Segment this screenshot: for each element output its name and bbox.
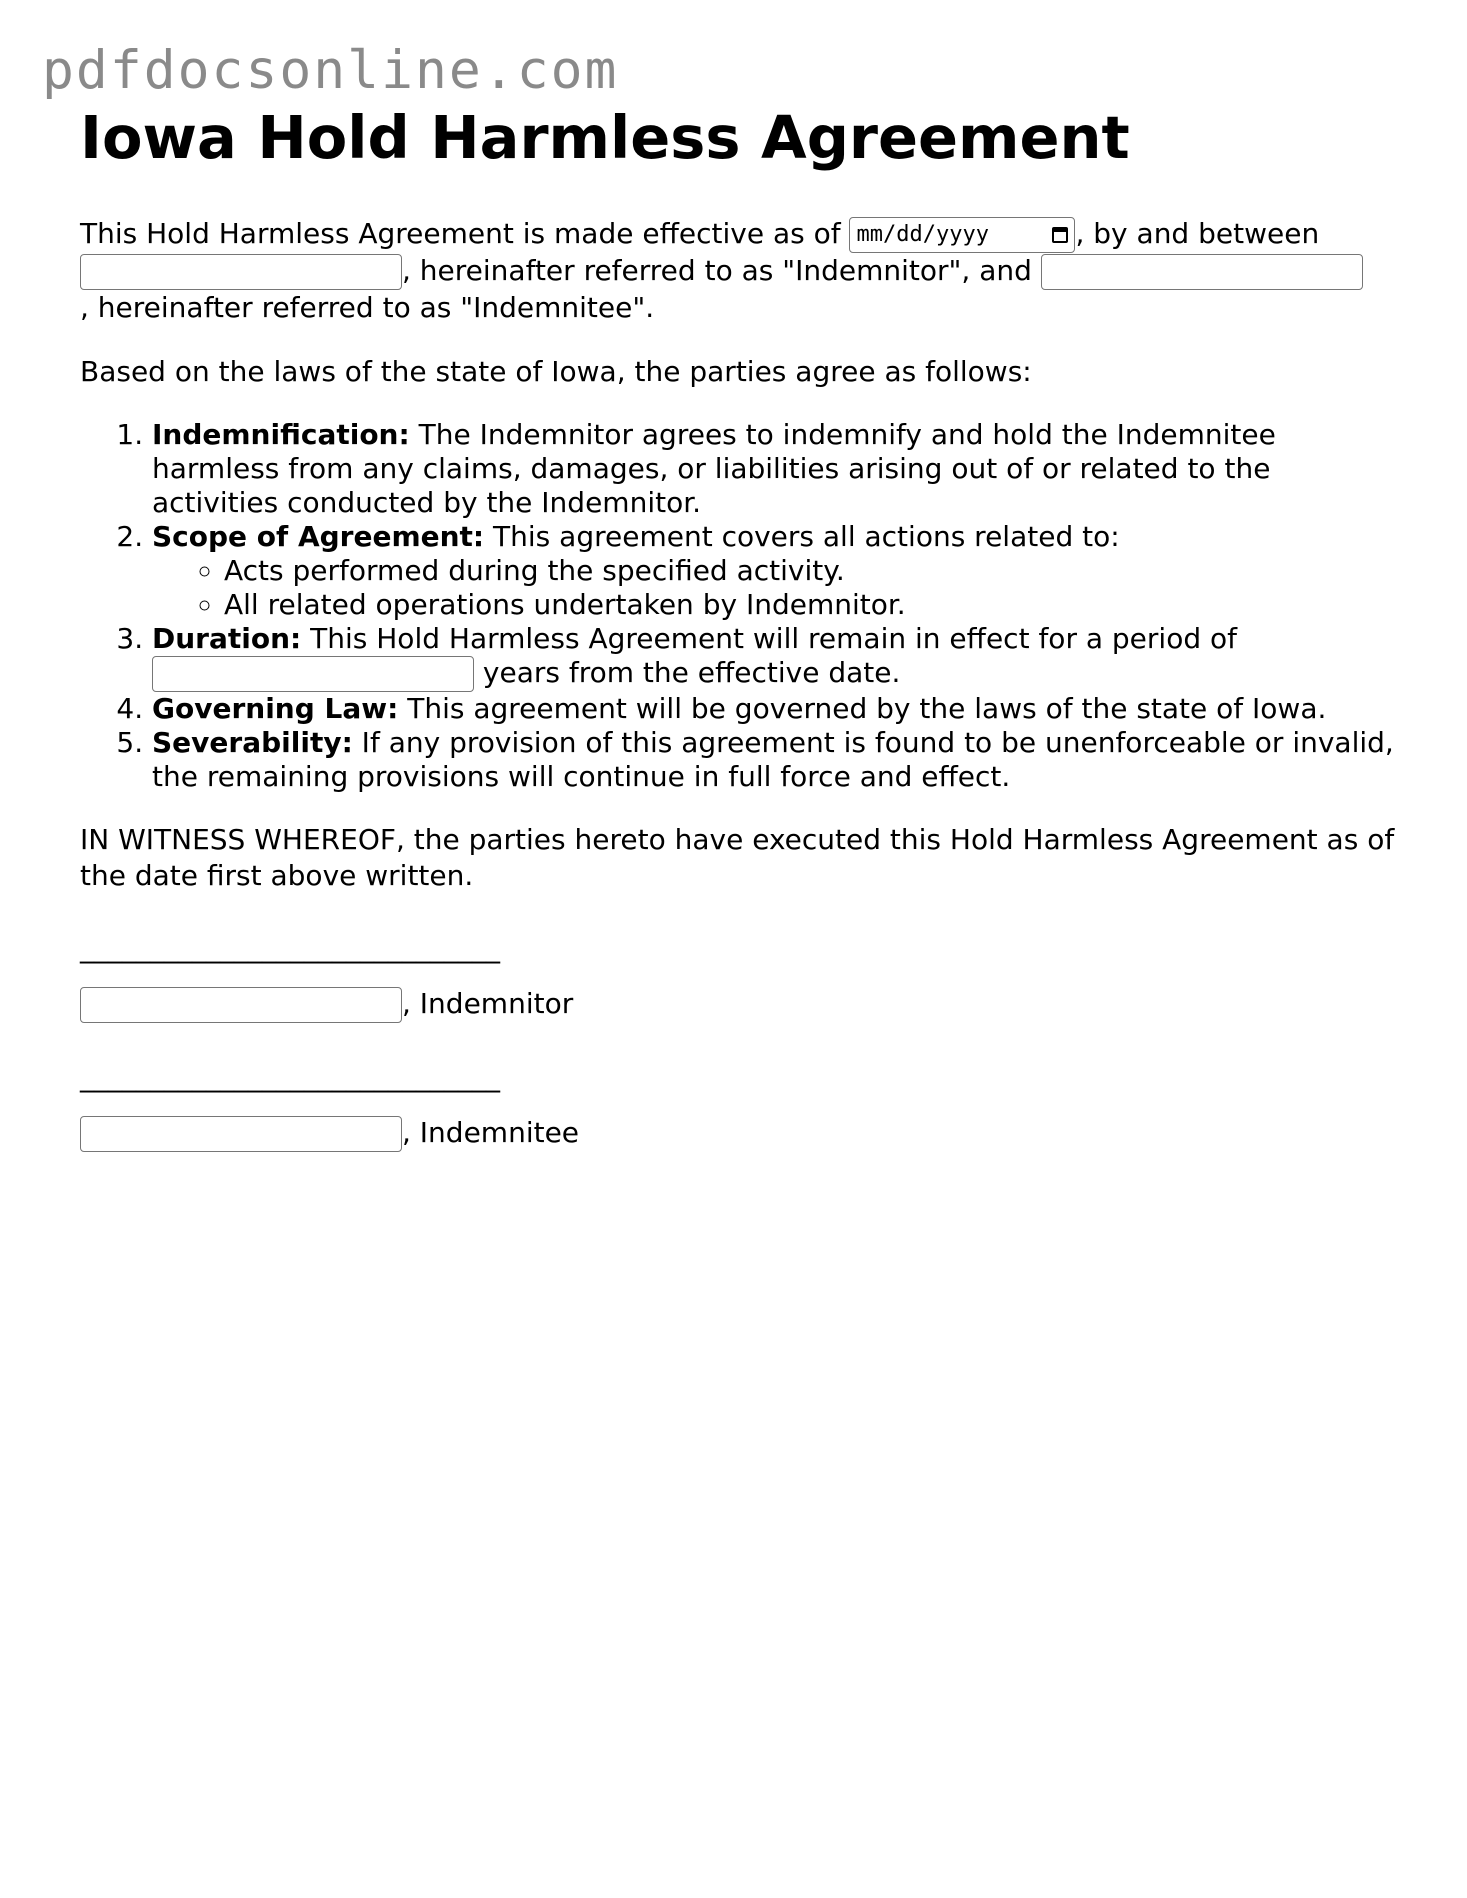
intro-paragraph xyxy=(80,216,1400,326)
indemnitee-label: , Indemnitee xyxy=(402,1116,580,1149)
indemnitor-signature-line: ______________________________ xyxy=(80,931,500,964)
clause-text: This Hold Harmless Agreement will remain in effect for a period of xyxy=(301,622,1237,655)
clause-scope xyxy=(152,520,1400,622)
effective-date-input[interactable] xyxy=(849,217,1075,253)
witness-paragraph: IN WITNESS WHEREOF, the parties hereto have executed this Hold Harmless Agreement as of the date first above written. xyxy=(80,823,1395,892)
clause-indemnification xyxy=(152,418,1400,520)
clause-severability xyxy=(152,726,1400,794)
scope-item: ◦ Acts performed during the specified activity. xyxy=(224,554,1400,588)
clause-heading: Duration: xyxy=(152,622,302,655)
clause-heading: Indemnification: xyxy=(152,418,410,451)
clause-list xyxy=(80,418,1400,794)
calendar-icon[interactable] xyxy=(1052,227,1068,243)
clause-heading: Severability: xyxy=(152,726,353,759)
watermark: pdfdocsonline.com xyxy=(42,40,619,101)
clause-text: This agreement covers all actions related to: xyxy=(484,520,1120,553)
indemnitor-signature-row xyxy=(80,986,1400,1023)
clause-governing-law xyxy=(152,692,1400,726)
indemnitor-name-input[interactable] xyxy=(80,254,402,290)
clause-text: If any provision of this agreement is found to be unenforceable or invalid, the remaining provisions will continue in full force and effect. xyxy=(152,726,1394,793)
clause-heading: Governing Law: xyxy=(152,692,399,725)
indemnitee-signature-line: ______________________________ xyxy=(80,1060,500,1093)
duration-years-input[interactable] xyxy=(152,656,474,692)
indemnitor-signature-name-input[interactable] xyxy=(80,987,402,1023)
date-placeholder: mm/dd/yyyy xyxy=(856,222,989,247)
scope-items xyxy=(152,554,1400,622)
document-title: Iowa Hold Harmless Agreement xyxy=(80,103,1130,172)
intro-text-1: This Hold Harmless Agreement is made effective as of xyxy=(80,217,850,250)
clause-text: The Indemnitor agrees to indemnify and hold the Indemnitee harmless from any claims, damages, or liabilities arising out of or related to the activities conducted by the Indemnitor. xyxy=(152,418,1276,519)
scope-item: ◦ All related operations undertaken by Indemnitor. xyxy=(224,588,1400,622)
indemnitee-signature-row xyxy=(80,1115,1400,1152)
indemnitor-label: , Indemnitor xyxy=(402,987,574,1020)
clause-duration xyxy=(152,622,1400,692)
intro-text-4: , hereinafter referred to as "Indemnitee". xyxy=(80,291,655,324)
preamble: Based on the laws of the state of Iowa, the parties agree as follows: xyxy=(80,355,1032,388)
document-body xyxy=(80,100,1400,1180)
clause-text: This agreement will be governed by the laws of the state of Iowa. xyxy=(398,692,1327,725)
clause-text: years from the effective date. xyxy=(474,656,901,689)
indemnitee-signature-name-input[interactable] xyxy=(80,1116,402,1152)
intro-text-2: , by and between xyxy=(1075,217,1320,250)
clause-heading: Scope of Agreement: xyxy=(152,520,485,553)
intro-text-3: , hereinafter referred to as "Indemnitor", and xyxy=(402,254,1041,287)
indemnitee-name-input[interactable] xyxy=(1041,254,1363,290)
